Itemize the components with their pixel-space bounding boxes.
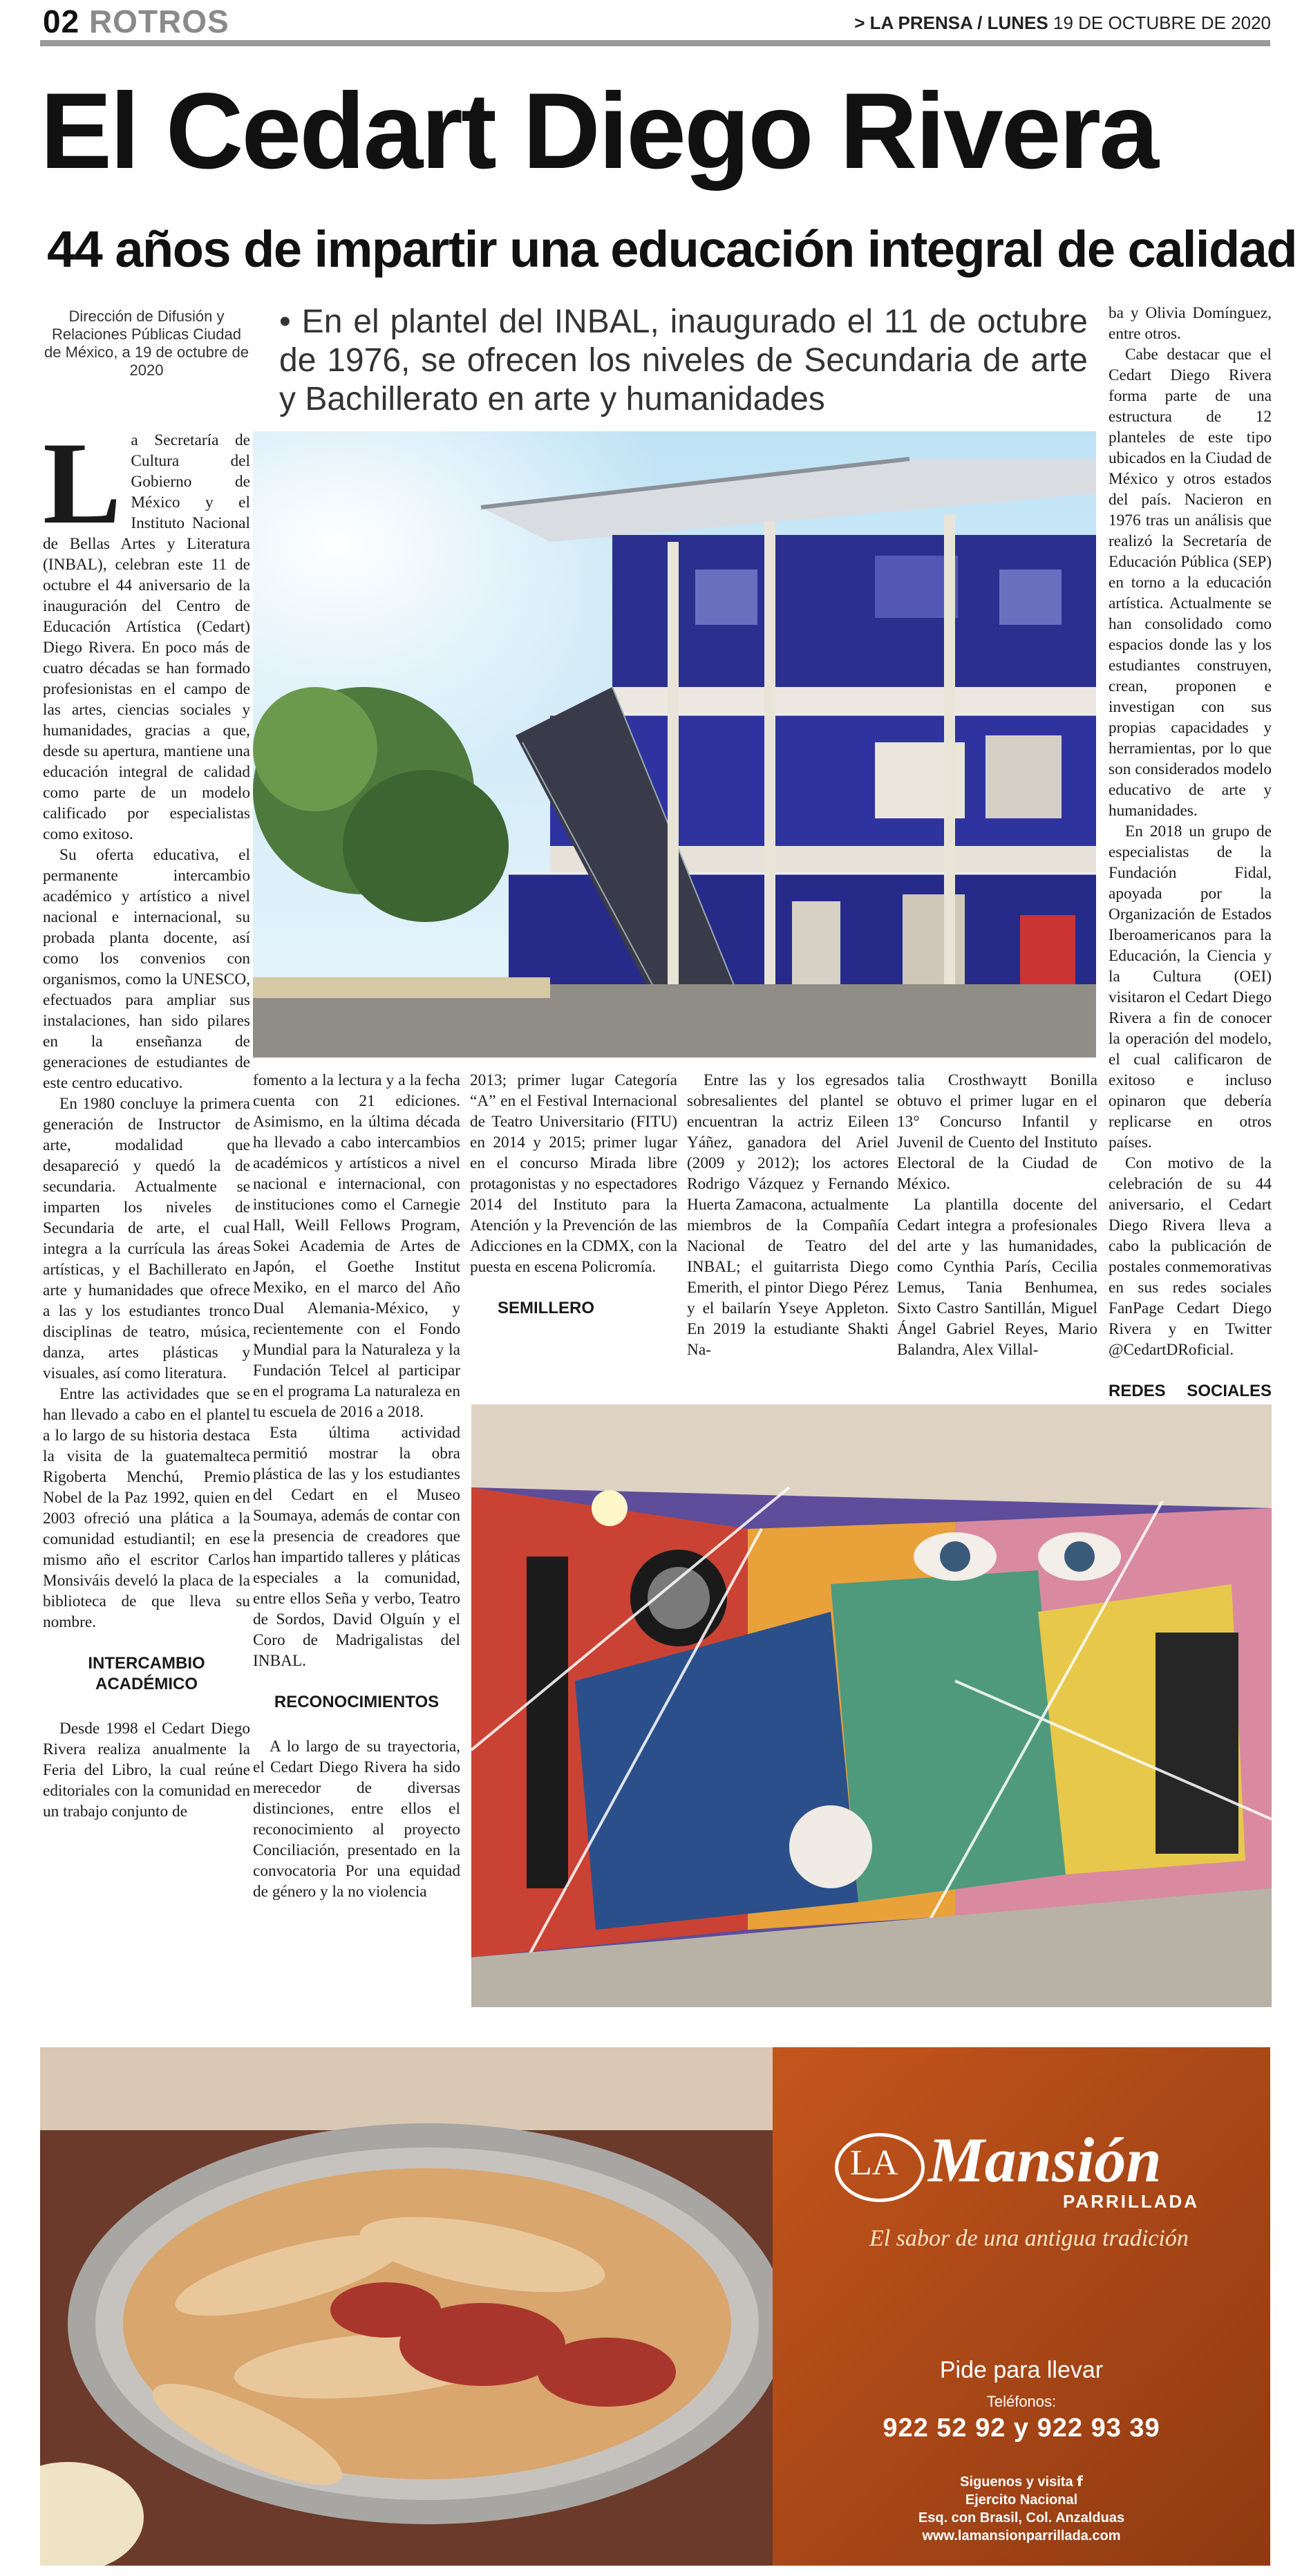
paragraph: Cabe destacar que el Cedart Diego Rivera forma parte de una estructura de 12 planteles de este tipo ubicados en la Ciudad de México y otros estados del país. Nacieron en 1976 tras un análisis que realizó la Secretaría de Educación Pública (SEP) en torno a la educación artística. Actualmente se han consolidado como espacios donde las y los estudiantes construyen, crean, proponen e investigan con sus propias capacidades y herramientas, por lo que son considerados modelo educativo de arte y humanidades.	[1109, 346, 1272, 820]
paragraph: ba y Olivia Domínguez, entre otros.	[1109, 304, 1272, 343]
paragraph: A lo largo de su trayectoria, el Cedart Diego Rivera ha sido merecedor de diversas distinciones, entre ellos el reconocimiento al proyecto Conciliación, presentado en la convocatoria Por una equidad de género y la no violencia	[253, 1738, 460, 1901]
mural-photo-image	[471, 1404, 1272, 2007]
paper-name: > LA PRENSA /	[854, 12, 983, 33]
ad-cta: Pide para llevar	[939, 2357, 1104, 2383]
subtitle-reconocimientos: RECONOCIMIENTOS	[274, 1693, 440, 1711]
article-column-1	[43, 418, 250, 1822]
ad-follow-text: Siguenos y visita	[960, 2474, 1073, 2490]
ad-address-1: Ejercito Nacional	[965, 2492, 1078, 2508]
article-column-4	[687, 1070, 889, 1360]
ad-food-photo	[40, 2047, 835, 2566]
paragraph: a Secretaría de Cultura del Gobierno de México y el Instituto Nacional de Bellas Artes y Literatura (INBAL), celebran este 11 de octubre el 44 aniversario de la inauguración del Centro de Educación Artística (Cedart) Diego Rivera. En poco más de cuatro décadas se han formado profesionistas en el campo de las artes, ciencias sociales y humanidades, gracias a que, desde su apertura, mantiene una educación integral de calidad como parte de un modelo calificado por especialistas como exitoso.	[43, 431, 250, 843]
dropcap: L	[43, 418, 122, 548]
section-name: ROTROS	[88, 3, 229, 39]
masthead-date	[854, 12, 1271, 34]
ad-website[interactable]: www.lamansionparrillada.com	[922, 2528, 1121, 2544]
paragraph: Entre las y los egresados sobresalientes del plantel se encuentran la actriz Eileen Yáñez, ganadora del Ariel (2009 y 2012); los actores Rodrigo Vázquez y Fernando Huerta Zamacona, actualmente miembros de la Compañía Nacional de Teatro del INBAL; el guitarrista Diego Emerith, el pintor Diego Pérez y el bailarín Yseye Appleton. En 2019 la estudiante Shakti Na-	[687, 1071, 889, 1359]
article-column-3	[470, 1070, 677, 1342]
paragraph: Con motivo de la celebración de su 44 aniversario, el Cedart Diego Rivera lleva a cabo la publicación de postales conmemorativas en sus redes sociales FanPage Cedart Diego Rivera y en Twitter @CedartDRoficial.	[1109, 1154, 1272, 1359]
building-photo	[253, 431, 1096, 1057]
dateline: Dirección de Difusión y Relaciones Públicas Ciudad de México, a 19 de octubre de 2020	[44, 308, 249, 379]
paragraph: Su oferta educativa, el permanente intercambio académico y artístico a nivel nacional e internacional, su probada planta docente, así como los convenios con organismos, como la UNESCO, efectuados para ampliar sus instalaciones, han sido pilares en la enseñanza de generaciones de estudiantes de este centro educativo.	[43, 846, 250, 1092]
ad-phones-label: Teléfonos:	[986, 2393, 1057, 2410]
paragraph: fomento a la lectura y a la fecha cuenta con 21 ediciones. Asimismo, en la última década ha llevado a cabo intercambios académicos y artísticos a nivel nacional e internacional, con instituciones como el Carnegie Hall, Weill Fellows Program, Sokei Academia de Artes de Japón, el Goethe Institut Mexiko, en el marco del Año Dual Alemania-México, y recientemente con el Fondo Mundial para la Naturaleza y la Fundación Telcel al participar en el programa La naturaleza en tu escuela de 2016 a 2018.	[253, 1071, 460, 1421]
article-column-2	[253, 1070, 460, 1902]
paragraph: En 2018 un grupo de especialistas de la Fundación Fidal, apoyada por la Organización de Estados Iberoamericanos para la Educación, la Ciencia y la Cultura (OEI) visitaron el Cedart Diego Rivera a fin de conocer la operación del modelo, el cual calificaron de exitoso e incluso opinaron que debería replicarse en otros países.	[1109, 822, 1272, 1151]
ad-brand-sub: PARRILLADA	[1063, 2191, 1200, 2212]
ad-slogan: El sabor de una antigua tradición	[869, 2226, 1189, 2251]
ad-la-mansion	[40, 2047, 1270, 2566]
mural-photo	[471, 1404, 1272, 2007]
header-rule	[40, 40, 1270, 46]
page-number: 02	[43, 3, 80, 39]
ad-brand-prefix: LA	[850, 2143, 898, 2183]
subtitle-redes: REDES SOCIALES	[1109, 1382, 1272, 1400]
lead-paragraph: • En el plantel del INBAL, inaugurado el 11 de octubre de 1976, se ofrecen los niveles de Secundaria de arte y Bachillerato en arte y humanidades	[279, 303, 1088, 417]
paragraph: La plantilla docente del Cedart integra a profesionales del arte y las humanidades, como Cynthia París, Cecilia Lemus, Tania Benhumea, Sixto Castro Santillán, Miguel Ángel Gabriel Reyes, Mario Balandra, Alex Villal-	[897, 1196, 1097, 1359]
paragraph: En 1980 concluye la primera generación de Instructor de arte, modalidad que desapareció y quedó la de secundaria. Actualmente se imparten los niveles de Secundaria de arte, el cual integra a la currícula las áreas artísticas, y el Bachillerato en arte y humanidades que ofrece a las y los estudiantes tronco disciplinas de teatro, música, danza, artes plásticas y visuales, así como literatura.	[43, 1095, 250, 1382]
page-section-label	[43, 3, 229, 40]
ad-phones: 922 52 92 y 922 93 39	[883, 2414, 1160, 2443]
day-name: LUNES	[987, 12, 1048, 33]
ad-follow	[773, 2473, 1270, 2490]
article-column-5	[897, 1070, 1097, 1360]
paragraph: Entre las actividades que se han llevado a cabo en el plantel a lo largo de su historia destaca la visita de la guatemalteca Rigoberta Menchú, Premio Nobel de la Paz 1992, quien en 2003 ofreció una plática a la comunidad estudiantil; en ese mismo año el escritor Carlos Monsiváis develó la placa de la biblioteca de que lleva su nombre.	[43, 1385, 250, 1631]
subtitle-semillero: SEMILLERO	[498, 1299, 595, 1317]
ad-logo	[835, 2123, 1236, 2212]
building-photo-image	[253, 431, 1096, 1057]
paragraph: talia Crosthwaytt Bonilla obtuvo el primer lugar en el 13° Concurso Infantil y Juvenil de Cuento del Instituto Electoral de la Ciudad de México.	[897, 1071, 1097, 1193]
facebook-icon[interactable]: f	[1077, 2473, 1083, 2490]
headline: El Cedart Diego Rivera	[40, 71, 1157, 191]
subtitle-intercambio: INTERCAMBIO ACADÉMICO	[88, 1654, 205, 1693]
issue-date: 19 DE OCTUBRE DE 2020	[1053, 12, 1271, 33]
paragraph: Esta última actividad permitió mostrar la obra plástica de las y los estudiantes del Cedart en el Museo Soumaya, además de contar con la presencia de creadores que han impartido talleres y pláticas especiales a la comunidad, entre ellos Seña y verbo, Teatro de Sordos, David Olguín y el Coro de Madrigalistas del INBAL.	[253, 1424, 460, 1670]
paragraph: 2013; primer lugar Categoría “A” en el Festival Internacional de Teatro Universitario (FITU) en 2014 y 2015; primer lugar en el concurso Mirada libre protagonistas y no espectadores 2014 del Instituto para la Atención y la Prevención de las Adicciones en la CDMX, con la puesta en escena Policromía.	[470, 1071, 677, 1276]
subheadline: 44 años de impartir una educación integral de calidad	[47, 220, 1297, 278]
article-column-6	[1109, 303, 1272, 1526]
ad-brand-name: Mansión	[928, 2125, 1162, 2195]
ad-address-2: Esq. con Brasil, Col. Anzalduas	[918, 2510, 1125, 2526]
paragraph: Desde 1998 el Cedart Diego Rivera realiza anualmente la Feria del Libro, la cual reúne editoriales con la comunidad en un trabajo conjunto de	[43, 1720, 250, 1821]
